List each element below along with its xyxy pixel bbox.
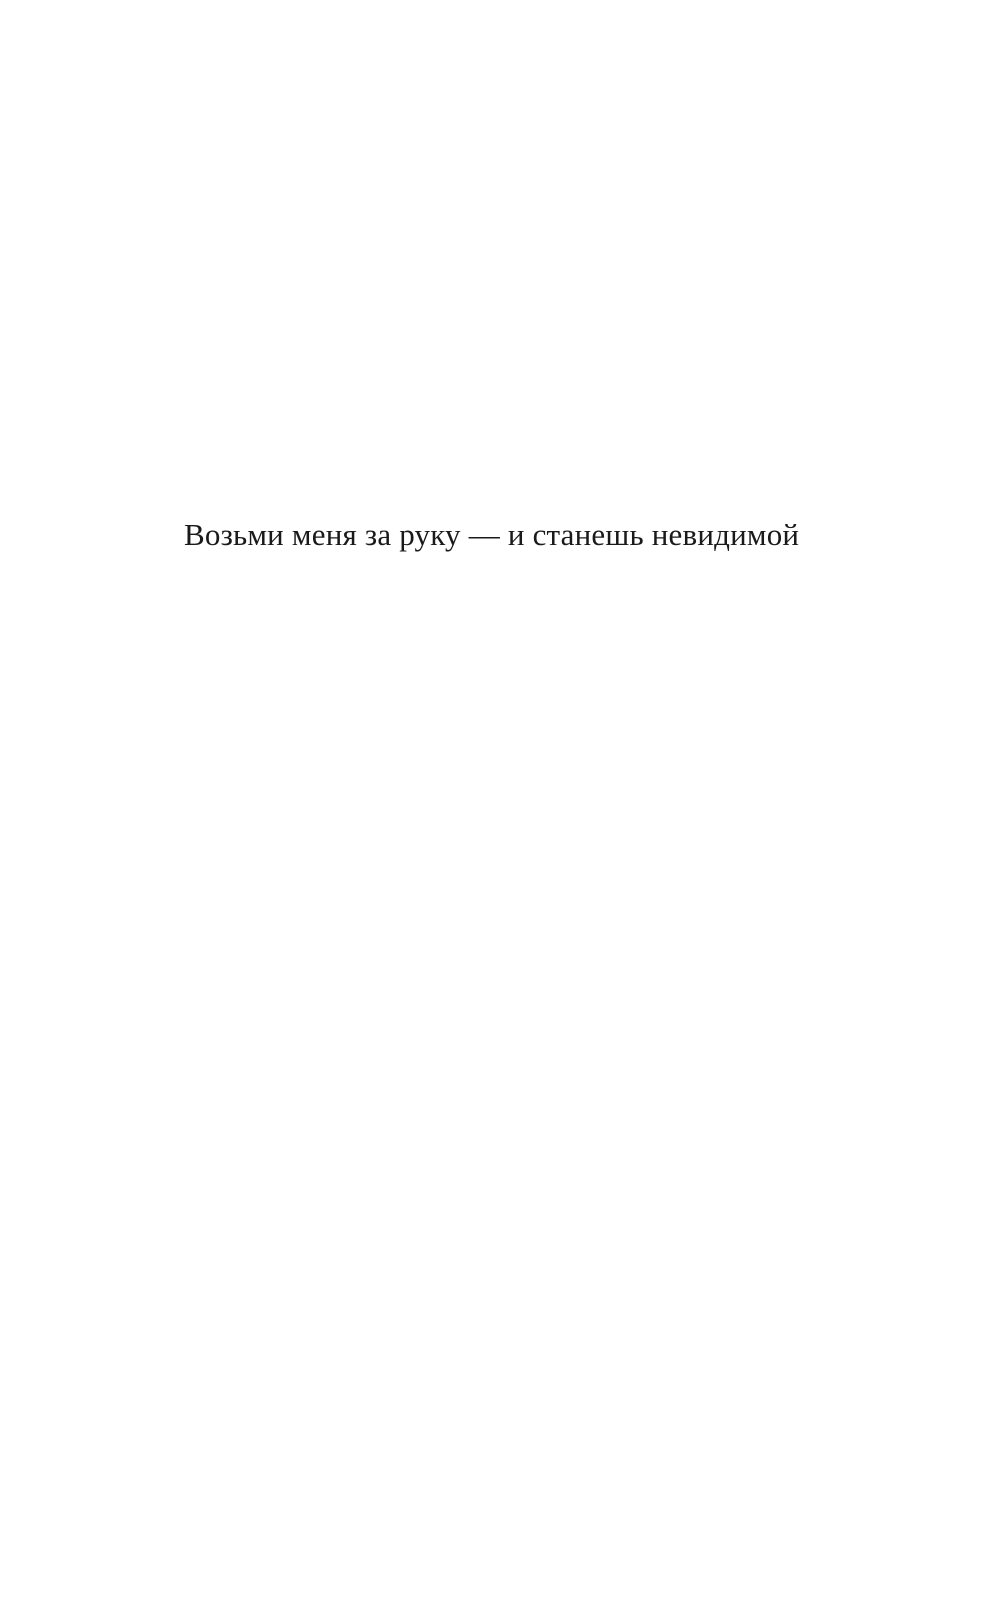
half-title-text: Возьми меня за руку — и станешь невидимой	[184, 517, 800, 552]
